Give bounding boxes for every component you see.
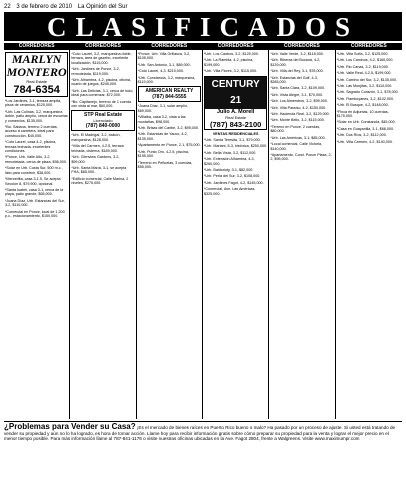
listing: *Los Jardines, 3-1, terraza amplia, pisos de cerámica, $120,000. (5, 99, 62, 108)
listing: *Apartamento en Ponce, 2-1, $75,000. (137, 143, 201, 148)
promo-body: ¡Es el mercado de bienes raíces en Puerto Rico bueno o malo? Ha pasado por un proceso de ajuste. Si usted está tratando de vender su propiedad y aún no lo ha logrado, es hora de tomar acción. Llame hoy para recibir información gratis sobre cómo preparar su propiedad para la venta y lograr el mejor precio en el menor tiempo posible. Para más información llame al 787-841-1176 o visite nuestras oficinas ubicadas en la Ave. Fagot 2804, frente a Walgreens. Visite www.maximumpr.com (4, 425, 396, 442)
column-1 (4, 43, 70, 419)
stp-real-estate-ad (71, 110, 134, 131)
listing: *Comercial en Ponce, local de 1,200 p.c., estacionamiento, $150,000. (5, 209, 65, 218)
listing: *Coto Laurel, 3-2, marquesina doble, terraza, área de gazebo, excelente localización, $115,000. (71, 52, 132, 65)
listing: *Urb. Los Caobos, 3-2, $125,000. (203, 52, 259, 56)
listing: *Urb. Jardines Fagot, 4-2, $145,000. (203, 180, 264, 185)
classifieds-columns (4, 43, 402, 419)
listing: *Urb. Las Américas, 3-1, $85,000. (270, 135, 326, 140)
column-3-heading: CORREDORES (137, 43, 202, 50)
listing: *Urb. Villa Flores, 3-2, $115,000. (203, 69, 258, 74)
section-banner: CLASIFICADOS (4, 13, 402, 41)
listing: *Urb. Glenview Gardens, 3-2, $99,000. (71, 155, 120, 164)
listing: *Comercial, Ave. Las Américas, $325,000. (203, 187, 256, 196)
listing: *Urb. Flamboyanes, 3-2, $102,000. (336, 96, 395, 101)
listing: *Urb. Sagrado Corazón, 3-1, $78,000. (336, 90, 399, 95)
listing: *Ponce, Urb. Valle Alto, 3-2, remodelada, cerca de plaza, $98,000. (5, 155, 67, 164)
ad-name: Julio A. Morell (216, 108, 255, 115)
listing: *Urb. Rio Canas, 3-2, $119,000. (336, 64, 389, 69)
american-realty-ad (138, 86, 201, 102)
listing: *Urb. El Bosque, 4-2, $148,000. (336, 103, 389, 108)
promo-headline: ¿Problemas para Vender su Casa? (4, 422, 136, 431)
listing: *Urb. Santa Clara, 3-2, $109,000. (270, 86, 326, 91)
column-4 (203, 43, 269, 419)
listing: *Urb. Bella Vista, 3-2, $112,000. (203, 150, 257, 155)
ad-subtitle: Licenciado (93, 118, 113, 124)
ad-phone: (787) 840-0000 (85, 123, 121, 130)
listing: *Urb. Estancias del Golf, 4-3, $285,000. (270, 75, 318, 85)
listing: *Villa del Carmen, 4-2.5, terraza techada, cisterna, $189,000. (71, 144, 124, 153)
listing: *Urb. Los Caminos, 4-2, $160,000. (336, 58, 394, 63)
listing: *Solar en Urb. Constancia, $45,000. (336, 120, 396, 125)
listing: *Urb. Villa Carmen, 4-2, $140,000. (336, 139, 393, 144)
listing: *Urb. Jardines de Ponce, 3-2, remodelada, $119,000. (71, 67, 120, 76)
ad-name: AMERICAN REALTY (145, 88, 194, 95)
listing: *Coto Laurel, casa 4-2, piscina, terraza techada, excelentes condiciones. (5, 140, 57, 154)
listing: *Solar en Urb. Costa Sur, 500 m.c., listo para construir, $38,000. (5, 166, 63, 175)
ad-subtitle: Real Estate (225, 114, 246, 120)
column-2-heading: CORREDORES (70, 43, 135, 50)
listing: *Urb. Mariani, 5-3, histórica, $250,000. (203, 144, 268, 149)
listing: *Urb. Santa Teresita, 3-1, $79,000. (203, 138, 261, 143)
listing: *Terreno en Peñuelas, 3 cuerdas, $55,000. (137, 160, 193, 169)
listing: *Urb. Valle Real, 4-2.5, $199,000. (336, 71, 392, 76)
column-6 (336, 43, 402, 419)
listing: *Finca en Adjuntas, 10 cuerdas, $175,000. (336, 109, 389, 119)
listing: *Urb. Brisas del Caribe, 3-2, $95,000. (137, 126, 199, 131)
ad-logo-name1: MARLYN (11, 52, 62, 66)
column-1-heading: CORREDORES (4, 43, 69, 50)
promo-article (4, 421, 402, 480)
listing: *Urb. Las Colinas, 3-2, marquesina doble, patio amplio, cerca de escuelas y comercios, $135,000. (5, 109, 68, 123)
listing: VENTAS RESIDENCIALES (212, 131, 259, 136)
century-21-logo: CENTURY 21 (205, 77, 266, 109)
listing: *Coto Laurel, 4-3, $210,000. (137, 69, 184, 74)
listing: *Urb. La Rambla, 4-2, piscina, $199,000. (203, 58, 254, 67)
listing: *Urb. Punto Oro, 4-2.5, piscina, $195,000. (137, 149, 189, 159)
marlyn-montero-ad (5, 52, 68, 97)
listing: *Urb. Constancia, 3-2, marquesina, $119,000. (137, 75, 196, 85)
listing: *Urb. Camino del Sur, 3-2, $135,000. (336, 77, 398, 82)
century-21-ad (204, 76, 267, 130)
listing: *Urb. Extensión Alhambra, 4-3, $260,000. (203, 157, 255, 166)
column-5 (269, 43, 335, 419)
listing: *Juana Díaz, Urb. Estancias del Sur, 3-2, $110,000. (5, 198, 65, 208)
listing: *Juana Díaz, 3-1, solar amplio, $69,000. (137, 104, 189, 113)
page-header (4, 2, 402, 13)
ad-name: STP Real Estate (84, 112, 122, 119)
ad-subtitle: Real Estate (26, 79, 47, 84)
listing: *Terreno en Ponce, 2 cuerdas, $80,000. (270, 124, 321, 134)
listing: *Urb. San Antonio, 3-1, $89,000. (137, 62, 191, 67)
ad-logo-name2: MONTERO (6, 65, 67, 79)
column-6-heading: CORREDORES (336, 43, 402, 50)
listing: *Bo. Capitanejo, terreno de 1 cuerda con vista al mar, $60,000. (71, 99, 132, 109)
listing: *Urb. Hacienda Real, 3-2, $129,000. (270, 112, 330, 117)
listing: *Urb. Monte Bello, 3-2, $115,000. (270, 118, 325, 123)
listing: *Urb. Las Delicias, 3-1, cerca de todo, ideal para comenzar, $72,000. (71, 88, 134, 98)
listing: *Urb. Valle Verde, 3-2, $118,000. (270, 52, 324, 56)
listing: *Apartamento, Cond. Ponce Plaza, 2-2, $95,000. (270, 152, 332, 162)
column-5-heading: CORREDORES (269, 43, 334, 50)
listing: *Bo. Sabana, terreno 2 cuerdas, acceso a carretera, ideal para construcción, $45,000. (5, 125, 58, 138)
listing: *Urb. Alhambra, 4-2, piscina, oficina, cuarto de juegos, $245,000. (71, 78, 131, 87)
listing: *Edificio comercial, Calle Marina, 2 niveles, $275,000. (71, 176, 129, 186)
listing: *Urb. Santa María, 3-1, se acepta FHA, $85,000. (71, 165, 127, 175)
column-2 (70, 43, 136, 419)
listing: *Villalba, casa 3-2, vista a las montañas, $98,000. (137, 115, 186, 124)
listing: *Urb. Los Almendros, 3-2, $99,000. (270, 99, 328, 104)
listing: *Urb. Baldorioty, 3-1, $82,000. (203, 168, 254, 173)
ad-phone: (787) 844-5555 (152, 94, 187, 101)
listing: *Urb. Villa Paraíso, 4-2, $150,000. (270, 105, 327, 110)
listing: *Local comercial, Calle Victoria, $140,000. (270, 142, 323, 151)
listing: *Urb. Dos Ríos, 3-2, $112,000. (336, 133, 387, 138)
column-4-heading: CORREDORES (203, 43, 268, 50)
newspaper-name: La Opinión del Sur (77, 4, 128, 10)
listing: *Ponce, Urb. Villa Grillasca, 3-2, $105,000. (137, 52, 191, 61)
page-number: 22 (4, 4, 11, 10)
listing: *Urb. Villa del Rey, 3-1, $76,000. (270, 69, 324, 74)
listing: *Urb. Perla del Sur, 3-2, $108,000. (203, 174, 261, 179)
listing: *Urb. Estancias de Yauco, 4-2, $135,000. (137, 132, 188, 141)
publication-date: 3 de febrero de 2010 (16, 4, 73, 10)
listing: *Urb. Vista Alegre, 3-1, $70,000. (270, 92, 324, 97)
column-3 (137, 43, 203, 419)
listing: *Casa en Guayanilla, 3-1, $68,000. (336, 126, 395, 131)
listing: *Urb. Villa Sofía, 3-2, $125,000. (336, 52, 389, 56)
ad-phone: 784-6354 (13, 84, 60, 96)
listing: *Mercedita, casa 3-1.5, Se acepta Sección 8, $79,900, opcional. (5, 177, 61, 186)
listing: *Urb. El Madrigal, 3-2, balcón, marquesina, $128,000. (71, 133, 121, 142)
listing: *Urb. Las Monjitas, 3-2, $110,000. (336, 84, 393, 89)
listing: *Santa Isabel, casa 3-1, cerca de la playa, patio grande, $65,000. (5, 187, 64, 197)
listing: *Urb. Riberas del Bucaná, 4-2, $139,000. (270, 58, 321, 67)
ad-phone: (787) 843-2100 (210, 119, 262, 129)
